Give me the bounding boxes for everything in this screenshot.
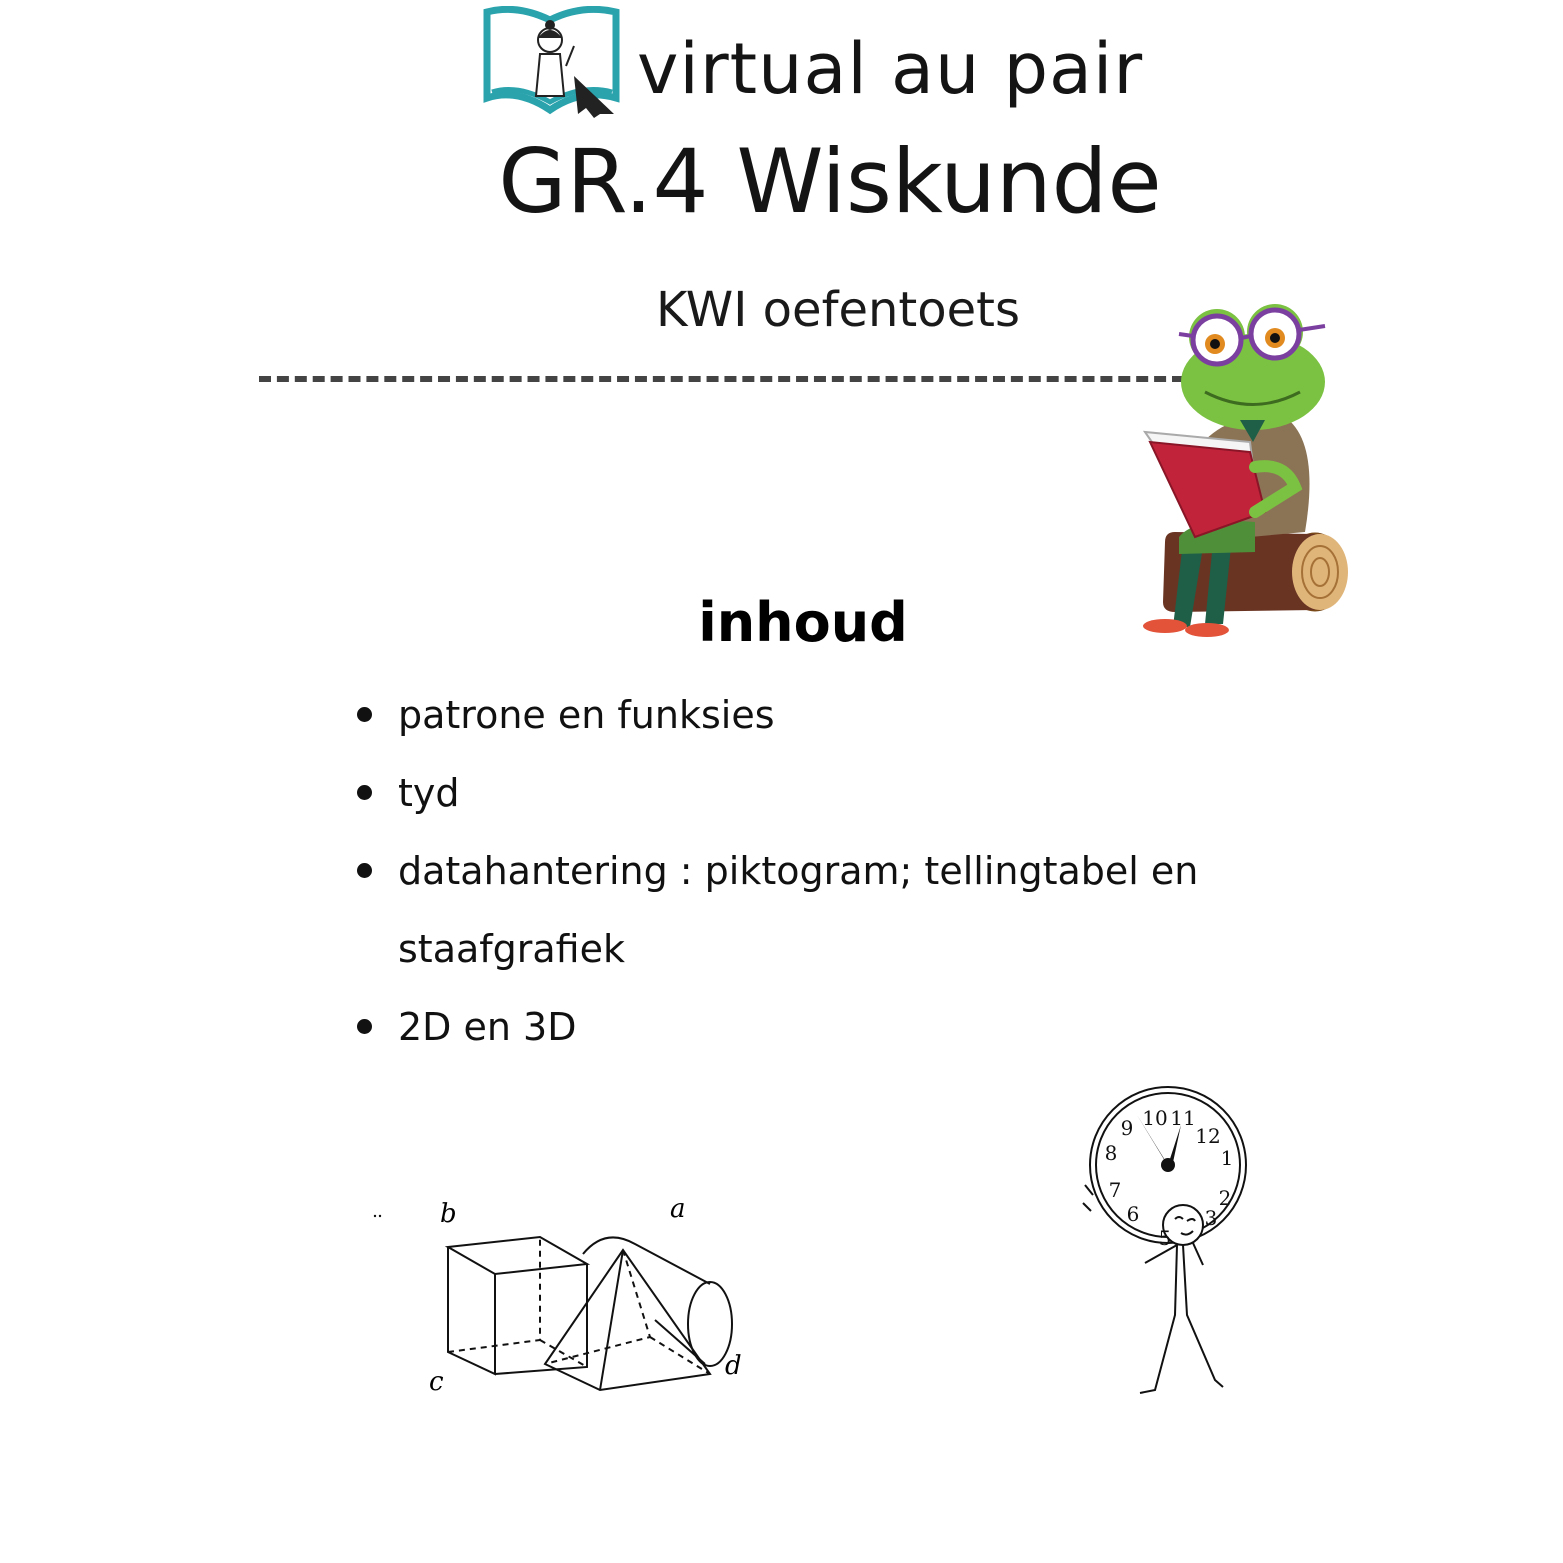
clock-number: 7 — [1108, 1178, 1122, 1202]
list-item: datahantering : piktogram; tellingtabel en staafgrafiek — [350, 832, 1250, 988]
clock-number: 3 — [1204, 1206, 1218, 1230]
clock-number: 2 — [1218, 1186, 1232, 1210]
3d-shapes-illustration — [365, 1192, 755, 1407]
shape-label-a: a — [670, 1194, 686, 1224]
page-subtitle: KWI oefentoets — [656, 282, 1020, 338]
brand-logo-icon — [482, 6, 622, 118]
contents-list — [350, 676, 1250, 1066]
list-item: patrone en funksies — [350, 676, 1250, 754]
list-item: tyd — [350, 754, 1250, 832]
clock-number: 12 — [1195, 1124, 1221, 1148]
shape-label-d: d — [725, 1351, 742, 1381]
list-item: 2D en 3D — [350, 988, 1250, 1066]
contents-heading: inhoud — [698, 591, 908, 654]
brand-name: virtual au pair — [637, 28, 1144, 110]
dashed-divider — [259, 376, 1184, 382]
clock-number: 8 — [1104, 1141, 1118, 1165]
clock-number: 1 — [1220, 1146, 1234, 1170]
clock-number: 10 — [1142, 1106, 1168, 1130]
clock-number: 6 — [1126, 1202, 1140, 1226]
shape-label-b: b — [440, 1199, 457, 1229]
clock-number: 5 — [1158, 1226, 1172, 1250]
shape-label-c: c — [429, 1367, 444, 1397]
clock-number: 9 — [1120, 1116, 1134, 1140]
clock-man-illustration — [1075, 1085, 1265, 1400]
page-title: GR.4 Wiskunde — [498, 130, 1162, 233]
clock-number: 11 — [1170, 1106, 1196, 1130]
